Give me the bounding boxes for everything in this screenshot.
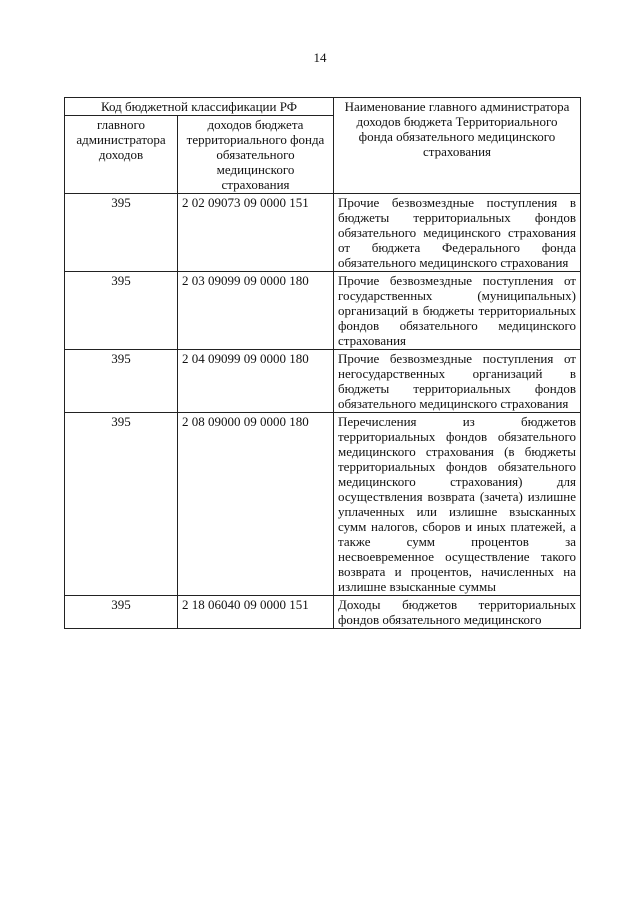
- header-administrator-name: Наименование главного администратора доходов бюджета Территориального фонда обязательного медицинского страхования: [334, 98, 581, 194]
- table-row: [65, 413, 581, 596]
- header-budget-code-group: Код бюджетной классификации РФ: [65, 98, 334, 116]
- income-code-cell: 2 03 09099 09 0000 180: [178, 272, 334, 350]
- header-fund-income: доходов бюджета территориального фонда обязательного медицинского страхования: [178, 116, 334, 194]
- income-code-cell: 2 02 09073 09 0000 151: [178, 194, 334, 272]
- budget-classification-table: [64, 97, 581, 629]
- table-row: [65, 272, 581, 350]
- income-name-cell: Прочие безвозмездные поступления от государственных (муниципальных) организаций в бюджеты территориальных фондов обязательного медицинского страхования: [334, 272, 581, 350]
- admin-code-cell: 395: [65, 350, 178, 413]
- income-name-cell: Прочие безвозмездные поступления от негосударственных организаций в бюджеты территориальных фондов обязательного медицинского страхования: [334, 350, 581, 413]
- income-name-cell: Прочие безвозмездные поступления в бюджеты территориальных фондов обязательного медицинского страхования от бюджета Федерального фонда обязательного медицинского страхования: [334, 194, 581, 272]
- admin-code-cell: 395: [65, 272, 178, 350]
- income-code-cell: 2 18 06040 09 0000 151: [178, 596, 334, 629]
- income-code-cell: 2 08 09000 09 0000 180: [178, 413, 334, 596]
- admin-code-cell: 395: [65, 413, 178, 596]
- page-number: 14: [313, 50, 327, 65]
- header-main-administrator: главного администратора доходов: [65, 116, 178, 194]
- income-name-cell: Перечисления из бюджетов территориальных фондов обязательного медицинского страхования (в бюджеты территориальных фондов обязательного медицинского страхования) для осуществления возврата (зачета) излишне уплаченных или излишне взысканных сумм налогов, сборов и иных платежей, а также сумм процентов за несвоевременное осуществление такого возврата и процентов, начисленных на излишне взысканные суммы: [334, 413, 581, 596]
- table-row: [65, 194, 581, 272]
- income-name-cell: Доходы бюджетов территориальных фондов обязательного медицинского: [334, 596, 581, 629]
- admin-code-cell: 395: [65, 596, 178, 629]
- admin-code-cell: 395: [65, 194, 178, 272]
- table-header-row: [65, 98, 581, 116]
- income-code-cell: 2 04 09099 09 0000 180: [178, 350, 334, 413]
- table-row: [65, 596, 581, 629]
- table-row: [65, 350, 581, 413]
